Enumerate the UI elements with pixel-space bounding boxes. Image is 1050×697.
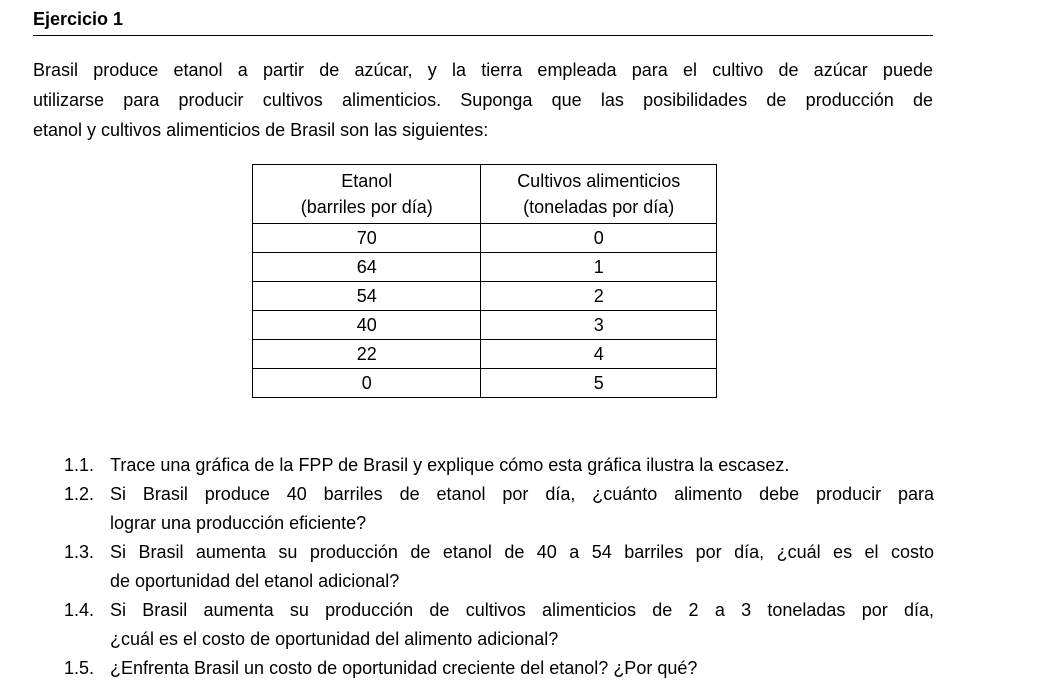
question-number: 1.2.	[64, 484, 95, 504]
table-row	[253, 311, 717, 340]
food-cell: 4	[481, 340, 717, 369]
ethanol-cell: 70	[253, 224, 481, 253]
ethanol-cell: 40	[253, 311, 481, 340]
question-text: Si Brasil aumenta su producción de etanol de 40 a 54 barriles por día, ¿cuál es el costo	[110, 542, 934, 562]
food-cell: 2	[481, 282, 717, 311]
question-item	[64, 596, 934, 654]
food-cell: 3	[481, 311, 717, 340]
question-text: Trace una gráfica de la FPP de Brasil y explique cómo esta gráfica ilustra la escasez.	[110, 455, 790, 475]
question-item	[64, 538, 934, 596]
header-food-unit: (toneladas por día)	[523, 197, 675, 217]
intro-line: utilizarse para producir cultivos alimenticios. Suponga que las posibilidades de producción de	[33, 90, 933, 110]
intro-line: etanol y cultivos alimenticios de Brasil son las siguientes:	[33, 120, 489, 140]
question-text: Si Brasil aumenta su producción de cultivos alimenticios de 2 a 3 toneladas por día,	[110, 600, 934, 620]
ethanol-cell: 54	[253, 282, 481, 311]
heading-rule	[33, 35, 933, 36]
production-possibilities-table	[252, 164, 717, 398]
question-list	[64, 451, 934, 683]
question-text: Si Brasil produce 40 barriles de etanol por día, ¿cuánto alimento debe producir para	[110, 484, 934, 504]
question-item	[64, 451, 934, 480]
header-ethanol	[253, 165, 481, 224]
food-cell: 0	[481, 224, 717, 253]
table-row	[253, 369, 717, 398]
question-text: de oportunidad del etanol adicional?	[110, 571, 400, 591]
table-row	[253, 253, 717, 282]
question-text: ¿Enfrenta Brasil un costo de oportunidad creciente del etanol? ¿Por qué?	[110, 658, 698, 678]
food-cell: 1	[481, 253, 717, 282]
question-number: 1.3.	[64, 542, 95, 562]
table-row	[253, 340, 717, 369]
intro-paragraph	[33, 55, 933, 145]
question-number: 1.1.	[64, 455, 95, 475]
question-item	[64, 480, 934, 538]
question-item	[64, 654, 934, 683]
header-food-title: Cultivos alimenticios	[517, 171, 681, 191]
intro-line: Brasil produce etanol a partir de azúcar, y la tierra empleada para el cultivo de azúcar puede	[33, 60, 933, 80]
question-text: ¿cuál es el costo de oportunidad del alimento adicional?	[110, 629, 559, 649]
table-header-row	[253, 165, 717, 224]
ethanol-cell: 22	[253, 340, 481, 369]
question-text: lograr una producción eficiente?	[110, 513, 367, 533]
ethanol-cell: 64	[253, 253, 481, 282]
table-row	[253, 224, 717, 253]
header-food-crops	[481, 165, 717, 224]
header-ethanol-unit: (barriles por día)	[300, 197, 433, 217]
question-number: 1.5.	[64, 658, 95, 678]
table-row	[253, 282, 717, 311]
header-ethanol-title: Etanol	[341, 171, 393, 191]
question-number: 1.4.	[64, 600, 95, 620]
exercise-heading: Ejercicio 1	[33, 9, 124, 29]
ethanol-cell: 0	[253, 369, 481, 398]
food-cell: 5	[481, 369, 717, 398]
